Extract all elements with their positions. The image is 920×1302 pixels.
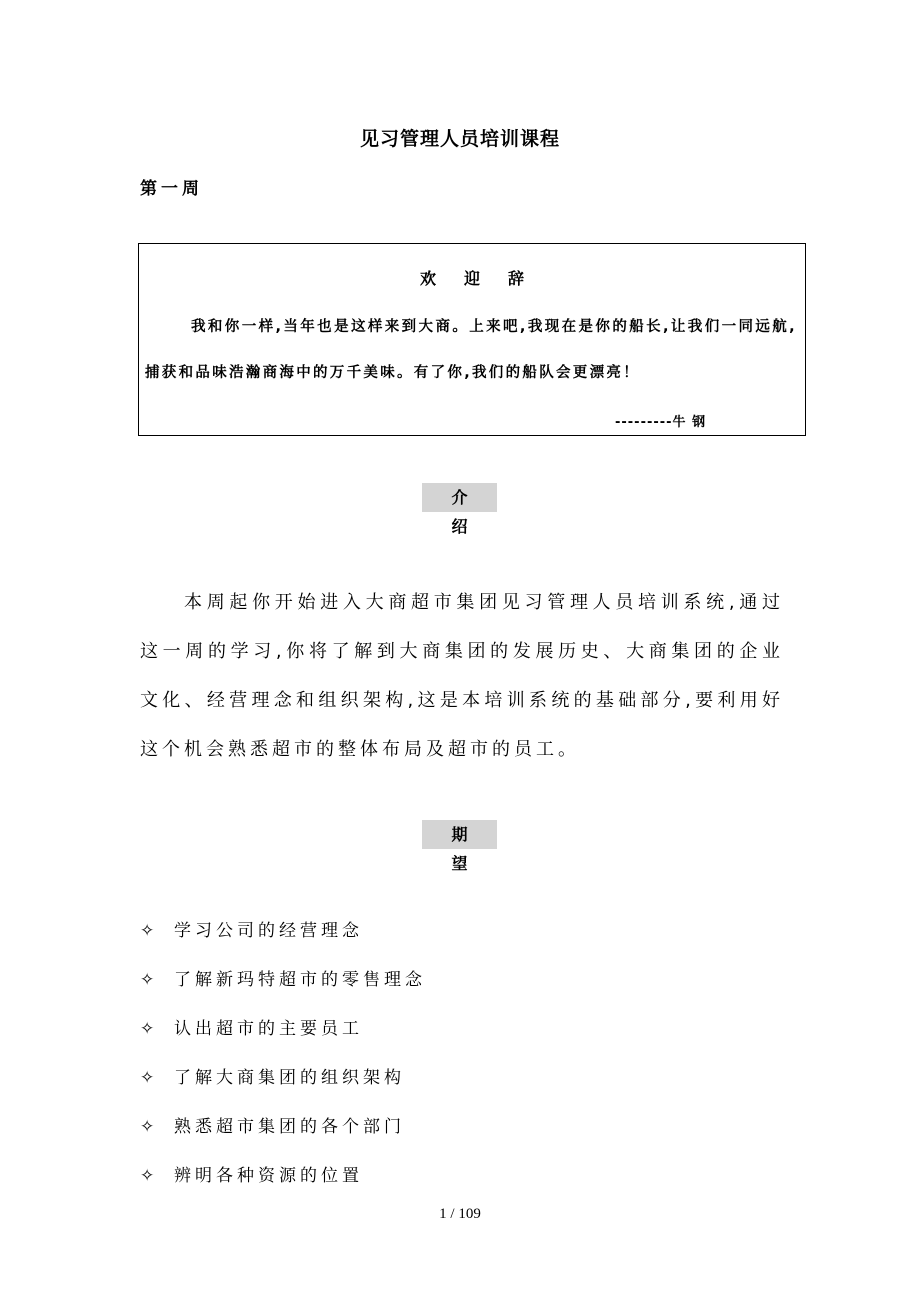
welcome-title: 欢迎辞 xyxy=(419,269,552,288)
list-item-text: 熟悉超市集团的各个部门 xyxy=(174,1117,405,1137)
intro-paragraph: 本周起你开始进入大商超市集团见习管理人员培训系统,通过这一周的学习,你将了解到大商集团的发展历史、大商集团的企业文化、经营理念和组织架构,这是本培训系统的基础部分,要利用好这个机会熟悉超市的整体布局及超市的员工。 xyxy=(140,592,784,760)
list-item xyxy=(140,1159,426,1208)
week-label: 第一周 xyxy=(140,179,203,199)
sparkle-bullet-icon: ✧ xyxy=(140,1117,159,1137)
list-item-text: 学习公司的经营理念 xyxy=(174,921,363,941)
welcome-signature: ---------牛 钢 xyxy=(615,415,707,430)
page-indicator: 1 / 109 xyxy=(439,1206,481,1222)
sparkle-bullet-icon: ✧ xyxy=(140,970,159,990)
list-item xyxy=(140,1012,426,1061)
expectations-heading: 期望 xyxy=(422,820,497,849)
expectations-list xyxy=(140,914,426,1208)
welcome-message: 我和你一样,当年也是这样来到大商。上来吧,我现在是你的船长,让我们一同远航,捕获和品味浩瀚商海中的万千美味。有了你,我们的船队会更漂亮！ xyxy=(145,319,797,381)
list-item xyxy=(140,963,426,1012)
page-title: 见习管理人员培训课程 xyxy=(359,128,560,150)
list-item xyxy=(140,1061,426,1110)
sparkle-bullet-icon: ✧ xyxy=(140,1019,159,1039)
sparkle-bullet-icon: ✧ xyxy=(140,1068,159,1088)
list-item-text: 辨明各种资源的位置 xyxy=(174,1166,363,1186)
intro-heading: 介绍 xyxy=(422,483,497,512)
list-item-text: 了解新玛特超市的零售理念 xyxy=(174,970,426,990)
list-item-text: 认出超市的主要员工 xyxy=(174,1019,363,1039)
sparkle-bullet-icon: ✧ xyxy=(140,1166,159,1186)
sparkle-bullet-icon: ✧ xyxy=(140,921,159,941)
welcome-box xyxy=(138,243,806,436)
list-item-text: 了解大商集团的组织架构 xyxy=(174,1068,405,1088)
list-item xyxy=(140,1110,426,1159)
list-item xyxy=(140,914,426,963)
